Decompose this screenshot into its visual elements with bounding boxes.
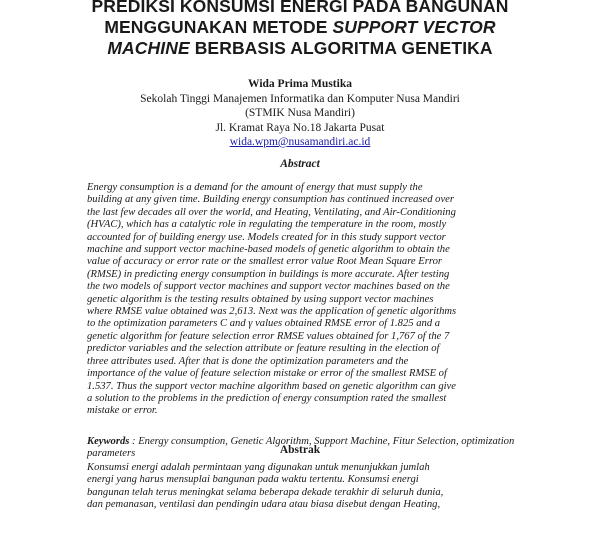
author-email-link[interactable]: wida.wpm@nusamandiri.ac.id	[229, 136, 371, 148]
title-line-2	[40, 17, 560, 38]
abstrak-body	[87, 462, 515, 512]
abstract-line: the last few decades all over the world, and Heating, Ventilating, and Air-Conditioning	[87, 206, 456, 218]
title-line-3	[40, 38, 560, 59]
abstract-line: genetic algorithm for feature selection error RMSE values obtained for 1,767 of the 7	[87, 330, 450, 342]
abstract-line: predictor variables and the selection attribute or feature resulting in the election of	[87, 343, 440, 355]
abstract-line: three attributes used. After that is done the optimization parameters and the	[87, 355, 409, 367]
abstract-line: building at any given time. Building energy consumption has continued increased over	[87, 194, 454, 206]
abstract-line: mistake or error.	[87, 405, 158, 417]
author-institution: Sekolah Tinggi Manajemen Informatika dan Komputer Nusa Mandiri	[140, 92, 460, 105]
title-line-2-italic: SUPPORT VECTOR	[332, 17, 496, 37]
keywords-text-1: : Energy consumption, Genetic Algorithm, Support Machine, Fitur Selection,	[129, 436, 459, 447]
abstract-heading: Abstract	[280, 158, 320, 170]
abstrak-line: Konsumsi energi adalah permintaan yang digunakan untuk menunjukkan jumlah	[87, 462, 430, 473]
abstract-line: machine and support vector machine-based models of genetic algorithm to obtain the	[87, 244, 450, 256]
paper-title	[40, 0, 560, 59]
author-institution-abbr: (STMIK Nusa Mandiri)	[245, 107, 355, 119]
title-line-2-normal: MENGGUNAKAN METODE	[104, 17, 333, 37]
author-block	[0, 77, 600, 150]
abstract-line: the two models of support vector machines and support vector machines based on the	[87, 281, 450, 293]
abstract-line: genetic algorithm is the testing results obtained by using support vector machines	[87, 293, 434, 305]
abstract-line: a solution to the problems in the prediction of energy consumption rated the smallest	[87, 392, 447, 404]
abstract-line: accounted for of building energy use. Models created for in this study support vector	[87, 231, 446, 243]
abstract-line: 1.537. Thus the support vector machine algorithm based on genetic algorithm can give	[87, 380, 456, 392]
keywords-label: Keywords	[87, 436, 130, 447]
title-line-3-italic: MACHINE	[107, 38, 190, 58]
abstract-line: (RMSE) in predicting energy consumption in buildings is more accurate. After testing	[87, 268, 450, 280]
abstract-line: where RMSE value obtained was 2,613. Next was the application of genetic algorithms	[87, 306, 457, 318]
abstract-line: importance of the value of feature selection mistake or error of the smallest RMSE of	[87, 368, 447, 380]
abstrak-heading: Abstrak	[279, 444, 321, 456]
abstract-line: Energy consumption is a demand for the amount of energy that must supply the	[87, 182, 423, 193]
title-line-1: PREDIKSI KONSUMSI ENERGI PADA BANGUNAN	[91, 0, 509, 16]
abstrak-line: bangunan telah terus meningkat selama beberapa dekade terakhir di seluruh dunia,	[87, 486, 444, 498]
abstrak-line: energi yang harus mensuplai bangunan pada waktu tertentu. Konsumsi energi	[87, 474, 419, 486]
abstract-body	[87, 182, 515, 418]
abstract-line: (HVAC), which has a catalytic role in regulating the temperature in the room, mostly	[87, 219, 447, 231]
abstrak-line: dan pemanasan, ventilasi dan pendingin udara atau biasa disebut dengan Heating,	[87, 499, 441, 511]
author-name: Wida Prima Mustika	[248, 78, 352, 90]
abstract-line: to the optimization parameters C and γ values obtained RMSE error of 1.825 and a	[87, 318, 441, 330]
abstract-line: value of accuracy or error rate or the smallest error value Root Mean Square Error	[87, 256, 443, 268]
keywords-line-2: optimization parameters	[87, 436, 515, 460]
title-line-3-normal: BERBASIS ALGORITMA GENETIKA	[189, 38, 493, 58]
author-address: Jl. Kramat Raya No.18 Jakarta Pusat	[215, 121, 385, 134]
